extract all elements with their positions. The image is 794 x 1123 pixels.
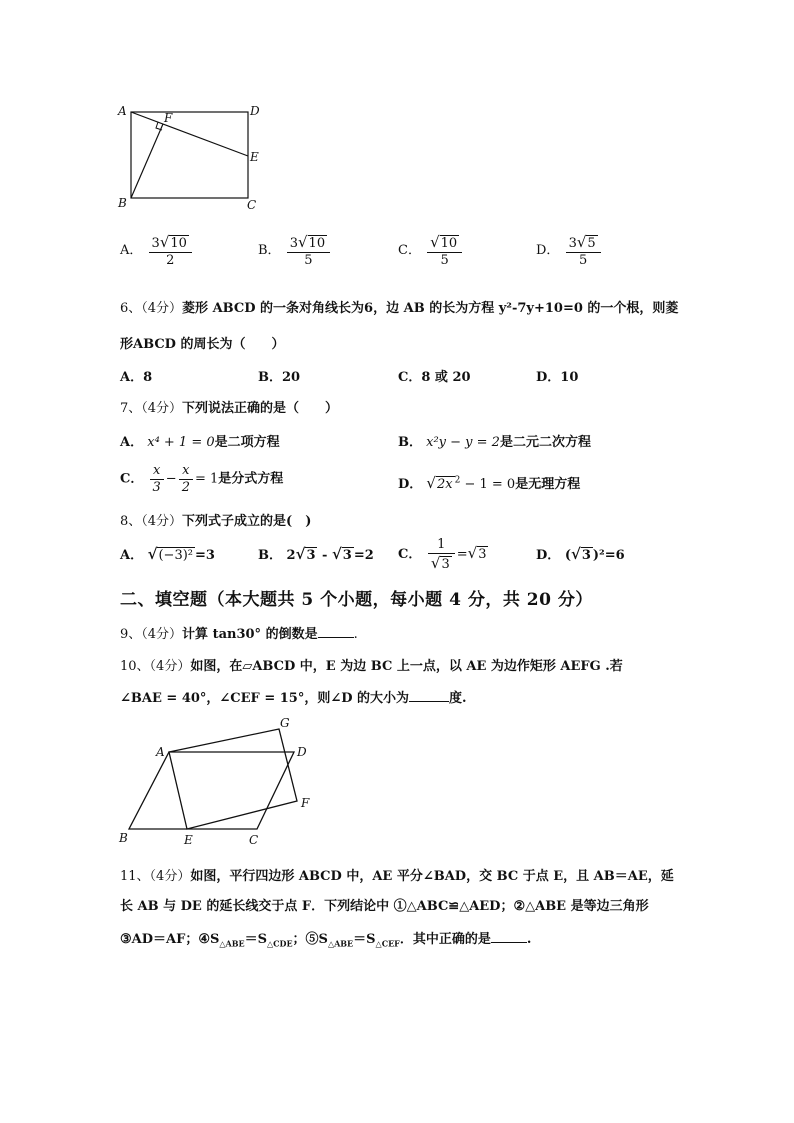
parallelogram-abcd [129,752,294,829]
q6-line2: 形ABCD 的周长为（ ） [120,337,285,352]
q6-option-a: A．8 [120,370,153,385]
q6-option-d: D．10 [536,370,579,385]
q10-line2: ∠BAE = 40°，∠CEF = 15°，则∠D 的大小为 度. [120,691,467,706]
q6-number: 6、（4分） [120,301,183,316]
rectangle-aefg [169,729,297,829]
q5-option-c: C． $\frac{√10}{5}$ [398,233,464,268]
q8-option-c: C． $\frac{1}{√3}$ =√3 [398,537,487,572]
label-e: E [250,150,259,164]
label-b: B [119,831,128,845]
q7-option-d: D． √2x $^2$ − 1 = 0是无理方程 [398,474,581,492]
q5-option-d: D． $\frac{3√5}{5}$ [536,233,603,268]
q5-option-b: B． $\frac{3√10}{5}$ [258,233,332,268]
label-b: B [118,196,127,210]
figure-rectangle-abcd [116,100,276,215]
q7-stem: 7、（4分）下列说法正确的是（ ） [120,401,339,416]
label-c: C [247,198,257,212]
q8-option-a: A． √(−3)² =3 [120,545,215,563]
segment-ae [131,112,248,156]
q9: 9、（4分）计算 tan30° 的倒数是 . [120,627,358,642]
q6-option-c: C．8 或 20 [398,370,471,385]
q11-line2: 长 AB 与 DE 的延长线交于点 F．下列结论中 ①△ABC≌△AED；②△ABE 是等边三角形 [120,899,649,914]
label-f: F [301,796,310,810]
q7-option-c: C． $\frac{x}{3}$ − $\frac{x}{2}$ = 1是分式方程 [120,463,284,495]
q11-line1: 11、（4分）如图，平行四边形 ABCD 中，AE 平分∠BAD，交 BC 于点 E，且 AB＝AE，延 [120,869,674,884]
label-d: D [250,104,260,118]
label-a: A [156,745,165,759]
q8-option-d: D． (√3 )²=6 [536,545,625,563]
rect-abcd [131,112,248,198]
q10-line1: 10、（4分）如图，在▱ABCD 中，E 为边 BC 上一点，以 AE 为边作矩形 AEFG .若 [120,659,623,674]
section-2-heading: 二、填空题（本大题共 5 个小题，每小题 4 分，共 20 分） [120,590,593,610]
q11-line3: ③AD＝AF；$④S_{\triangle ABE}=S_{\triangle CDE}$；$⑤S_{\triangle ABE}=S_{\triangle CEF}$．其中正确的是 . [120,932,532,949]
q7-option-a: A． x⁴ + 1 = 0是二项方程 [120,435,280,450]
q6-option-b: B．20 [258,370,301,385]
label-c: C [249,833,259,847]
label-e: E [184,833,193,847]
q10-answer-blank[interactable] [409,701,449,702]
q7-option-b: B． x²y − y = 2是二元二次方程 [398,435,591,450]
segment-bf [131,124,163,198]
label-f: F [164,111,173,125]
figure-parallelogram-rectangle [114,712,324,852]
label-d: D [297,745,307,759]
label-a: A [118,104,127,118]
q8-stem: 8、（4分）下列式子成立的是( ) [120,514,312,529]
q9-answer-blank[interactable] [318,637,354,638]
q11-answer-blank[interactable] [491,942,527,943]
q6-line1: 6、（4分）菱形 ABCD 的一条对角线长为6，边 AB 的长为方程 y²-7y+10=0 的一个根，则菱 [120,301,679,316]
label-g: G [280,716,290,730]
q8-option-b: B． 2√3 - √3 =2 [258,545,374,563]
q5-option-a: A． $\frac{3√10}{2}$ [120,233,194,268]
